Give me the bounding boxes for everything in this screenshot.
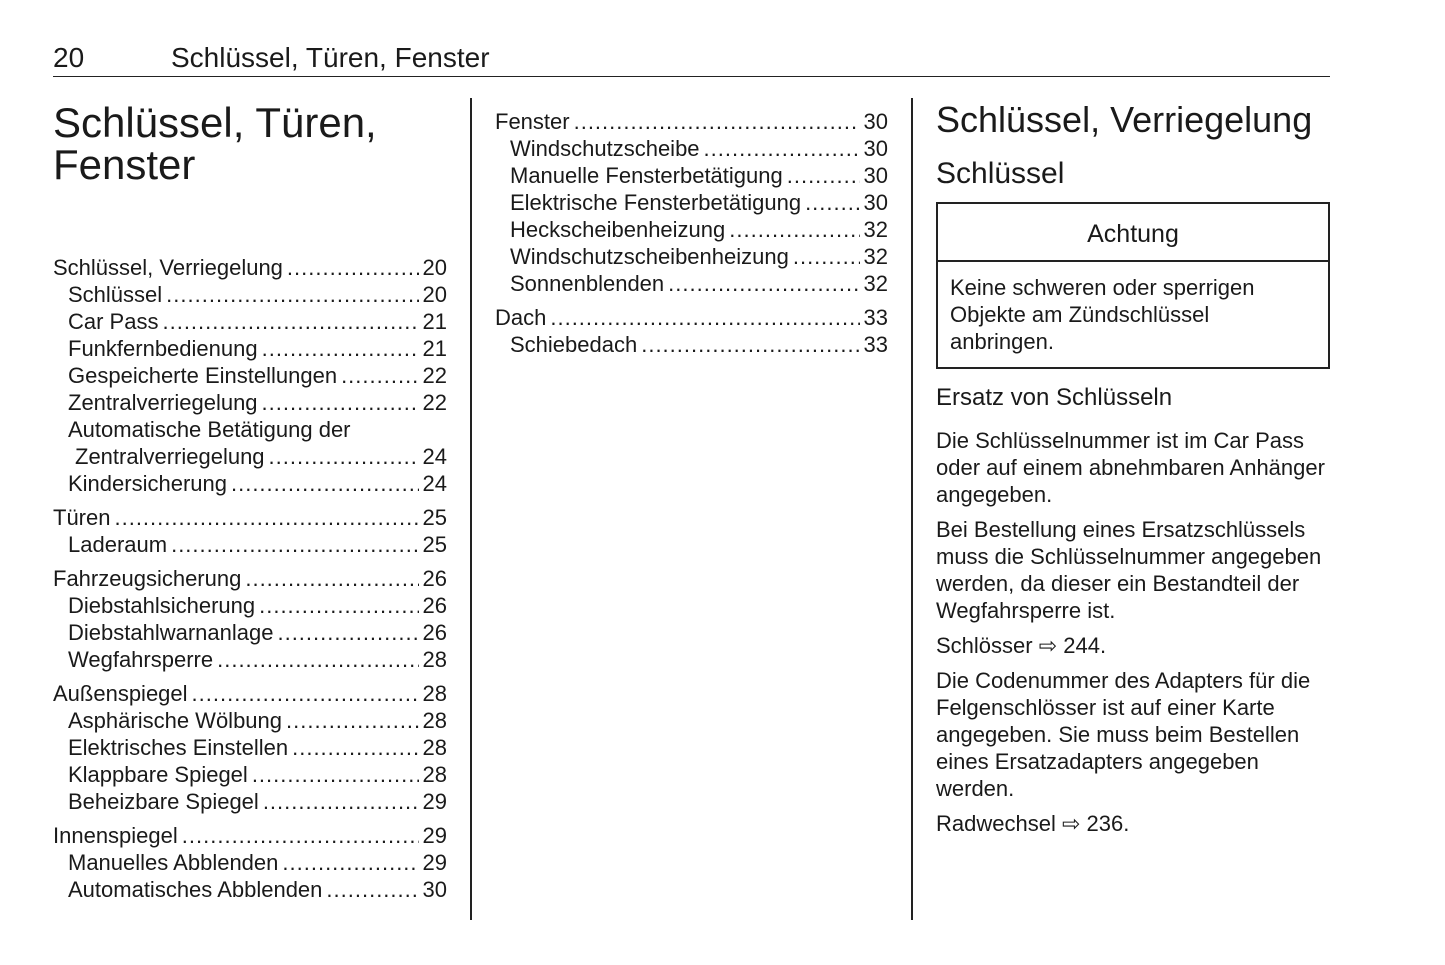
toc-entry-page: 25 <box>422 505 447 530</box>
toc-entry-page: 22 <box>422 390 447 415</box>
heading-key-replacement: Ersatz von Schlüsseln <box>936 384 1173 411</box>
header-title: Schlüssel, Türen, Fenster <box>171 42 490 73</box>
toc-entry-label: Elektrisches Einstellen <box>68 735 289 760</box>
toc-entry-page: 30 <box>863 190 888 215</box>
toc-entry-label: Manuelle Fensterbetätigung <box>510 163 783 188</box>
toc-entry[interactable] <box>53 335 447 362</box>
paragraph: Bei Bestellung eines Ersatzschlüssels muss die Schlüsselnummer angegeben werden, da dieser ein Bestandteil der Wegfahrsperre ist. <box>936 517 1322 623</box>
toc-entry-label: Asphärische Wölbung <box>68 708 283 733</box>
toc-entry-page: 22 <box>422 363 447 388</box>
toc-entry[interactable] <box>53 849 447 876</box>
toc-entry-page: 28 <box>422 708 447 733</box>
leader-dots <box>282 849 418 876</box>
toc-entry[interactable] <box>53 565 447 592</box>
toc-entry-label: Laderaum <box>68 532 168 557</box>
toc-entry-label: Zentralverriegelung <box>75 444 265 469</box>
toc-entry[interactable] <box>53 416 447 443</box>
toc-entry-page: 25 <box>422 532 447 557</box>
leader-dots <box>729 216 859 243</box>
toc-entry-label: Diebstahlwarnanlage <box>68 620 274 645</box>
arrow-right-icon: ⇨ <box>1061 811 1081 836</box>
toc-entry[interactable] <box>495 108 888 135</box>
toc-entry-label: Funkfernbedienung <box>68 336 258 361</box>
toc-entry[interactable] <box>495 331 888 358</box>
toc-entry-page: 26 <box>422 566 447 591</box>
toc-entry[interactable] <box>53 254 447 281</box>
toc-entry[interactable] <box>53 470 447 497</box>
table-of-contents-continued <box>495 108 888 358</box>
toc-entry-label: Heckscheibenheizung <box>510 217 726 242</box>
toc-entry-page: 30 <box>422 877 447 902</box>
toc-entry-page: 30 <box>863 136 888 161</box>
toc-entry-label: Manuelles Abblenden <box>68 850 279 875</box>
toc-entry-page: 24 <box>422 471 447 496</box>
leader-dots <box>252 761 419 788</box>
toc-entry-label: Wegfahrsperre <box>68 647 214 672</box>
leader-dots <box>277 619 418 646</box>
toc-entry-label: Automatische Betätigung der <box>68 417 351 442</box>
toc-entry[interactable] <box>495 135 888 162</box>
toc-entry-label: Fahrzeugsicherung <box>53 566 242 591</box>
toc-entry[interactable] <box>495 304 888 331</box>
toc-entry-label: Diebstahlsicherung <box>68 593 256 618</box>
leader-dots <box>286 707 419 734</box>
toc-entry[interactable] <box>53 761 447 788</box>
toc-entry-page: 32 <box>863 244 888 269</box>
toc-entry-label: Fenster <box>495 109 570 134</box>
toc-entry-label: Car Pass <box>68 309 159 334</box>
leader-dots <box>166 281 418 308</box>
leader-dots <box>787 162 860 189</box>
toc-entry[interactable] <box>495 189 888 216</box>
toc-entry-page: 21 <box>422 309 447 334</box>
toc-entry-label: Elektrische Fensterbetätigung <box>510 190 802 215</box>
column-3 <box>936 100 1330 845</box>
toc-entry-label: Außenspiegel <box>53 681 188 706</box>
paragraph: Die Schlüsselnummer ist im Car Pass oder auf einem abnehmbaren Anhänger angegeben. <box>936 428 1325 507</box>
column-2 <box>495 108 888 358</box>
cross-reference-wheel-change[interactable] <box>936 810 1330 837</box>
toc-entry-page: 32 <box>863 271 888 296</box>
toc-entry-label: Schlüssel, Verriegelung <box>53 255 283 280</box>
toc-entry-page: 30 <box>863 109 888 134</box>
leader-dots <box>171 531 418 558</box>
leader-dots <box>668 270 859 297</box>
chapter-title-line: Fenster <box>53 141 196 188</box>
toc-entry-page: 24 <box>422 444 447 469</box>
warning-text: Keine schweren oder sperrigen Objekte am Zündschlüssel anbringen. <box>950 275 1255 354</box>
toc-entry-page: 28 <box>422 735 447 760</box>
leader-dots <box>287 254 419 281</box>
toc-entry-page: 28 <box>422 681 447 706</box>
ref-text: Schlösser <box>936 633 1033 658</box>
toc-entry-page: 33 <box>863 332 888 357</box>
toc-entry-page: 20 <box>422 255 447 280</box>
page-number: 20 <box>53 42 85 73</box>
leader-dots <box>641 331 859 358</box>
leader-dots <box>269 443 419 470</box>
leader-dots <box>793 243 860 270</box>
toc-entry-label: Windschutzscheibenheizung <box>510 244 789 269</box>
leader-dots <box>292 734 418 761</box>
toc-entry-page: 26 <box>422 620 447 645</box>
toc-entry-page: 28 <box>422 647 447 672</box>
leader-dots <box>326 876 418 903</box>
leader-dots <box>182 822 419 849</box>
toc-entry-label: Schlüssel <box>68 282 163 307</box>
toc-entry-page: 30 <box>863 163 888 188</box>
paragraph: Die Codenummer des Adapters für die Felgenschlösser ist auf einer Karte angegeben. Sie muss beim Bestellen eines Ersatzadapters angegeben werden. <box>936 668 1311 801</box>
toc-entry-label: Dach <box>495 305 547 330</box>
toc-entry-label: Gespeicherte Einstellungen <box>68 363 338 388</box>
toc-entry[interactable] <box>53 443 447 470</box>
leader-dots <box>217 646 418 673</box>
toc-entry-label: Kindersicherung <box>68 471 227 496</box>
toc-entry-page: 29 <box>422 850 447 875</box>
toc-entry[interactable] <box>53 619 447 646</box>
warning-title: Achtung <box>938 204 1328 262</box>
toc-entry-label: Beheizbare Spiegel <box>68 789 259 814</box>
leader-dots <box>341 362 418 389</box>
toc-entry[interactable] <box>53 646 447 673</box>
toc-entry-label: Klappbare Spiegel <box>68 762 248 787</box>
leader-dots <box>114 504 418 531</box>
toc-entry-page: 28 <box>422 762 447 787</box>
leader-dots <box>704 135 860 162</box>
table-of-contents <box>53 254 447 903</box>
ref-page: 236. <box>1086 811 1130 836</box>
leader-dots <box>162 308 418 335</box>
toc-entry-page: 20 <box>422 282 447 307</box>
leader-dots <box>263 788 419 815</box>
toc-entry-label: Schiebedach <box>510 332 638 357</box>
toc-entry-page: 26 <box>422 593 447 618</box>
toc-entry-page: 32 <box>863 217 888 242</box>
arrow-right-icon: ⇨ <box>1038 633 1058 658</box>
toc-entry-label: Automatisches Abblenden <box>68 877 323 902</box>
toc-entry[interactable] <box>53 680 447 707</box>
ref-text: Radwechsel <box>936 811 1056 836</box>
toc-entry[interactable] <box>495 270 888 297</box>
running-header <box>53 40 1330 77</box>
toc-entry[interactable] <box>53 389 447 416</box>
column-divider <box>470 98 472 920</box>
toc-entry[interactable] <box>53 734 447 761</box>
toc-entry[interactable] <box>53 281 447 308</box>
toc-entry[interactable] <box>53 876 447 903</box>
section-title: Schlüssel, Verriegelung <box>936 99 1313 140</box>
toc-entry[interactable] <box>53 592 447 619</box>
toc-entry[interactable] <box>53 362 447 389</box>
leader-dots <box>262 389 419 416</box>
toc-entry-label: Zentralverriegelung <box>68 390 258 415</box>
toc-entry[interactable] <box>53 531 447 558</box>
toc-entry-page: 33 <box>863 305 888 330</box>
toc-entry-label: Innenspiegel <box>53 823 178 848</box>
leader-dots <box>805 189 859 216</box>
toc-entry[interactable] <box>53 788 447 815</box>
leader-dots <box>574 108 860 135</box>
toc-entry-page: 21 <box>422 336 447 361</box>
leader-dots <box>192 680 419 707</box>
cross-reference-locks[interactable] <box>936 632 1330 659</box>
chapter-title-line: Schlüssel, Türen, <box>53 99 377 146</box>
toc-entry-page: 29 <box>422 789 447 814</box>
toc-entry[interactable] <box>495 216 888 243</box>
toc-entry[interactable] <box>495 162 888 189</box>
ref-page: 244. <box>1063 633 1107 658</box>
toc-entry[interactable] <box>53 822 447 849</box>
warning-box <box>936 202 1330 369</box>
toc-entry-page: 29 <box>422 823 447 848</box>
subsection-title: Schlüssel <box>936 157 1065 190</box>
leader-dots <box>231 470 419 497</box>
toc-entry[interactable] <box>53 707 447 734</box>
toc-entry[interactable] <box>53 308 447 335</box>
column-divider <box>911 98 913 920</box>
chapter-title <box>53 99 447 188</box>
toc-entry[interactable] <box>53 504 447 531</box>
leader-dots <box>550 304 859 331</box>
toc-entry-label: Türen <box>53 505 111 530</box>
leader-dots <box>259 592 418 619</box>
toc-entry-label: Windschutzscheibe <box>510 136 700 161</box>
leader-dots <box>262 335 419 362</box>
column-1 <box>53 99 447 903</box>
leader-dots <box>245 565 418 592</box>
toc-entry-label: Sonnenblenden <box>510 271 665 296</box>
toc-entry[interactable] <box>495 243 888 270</box>
